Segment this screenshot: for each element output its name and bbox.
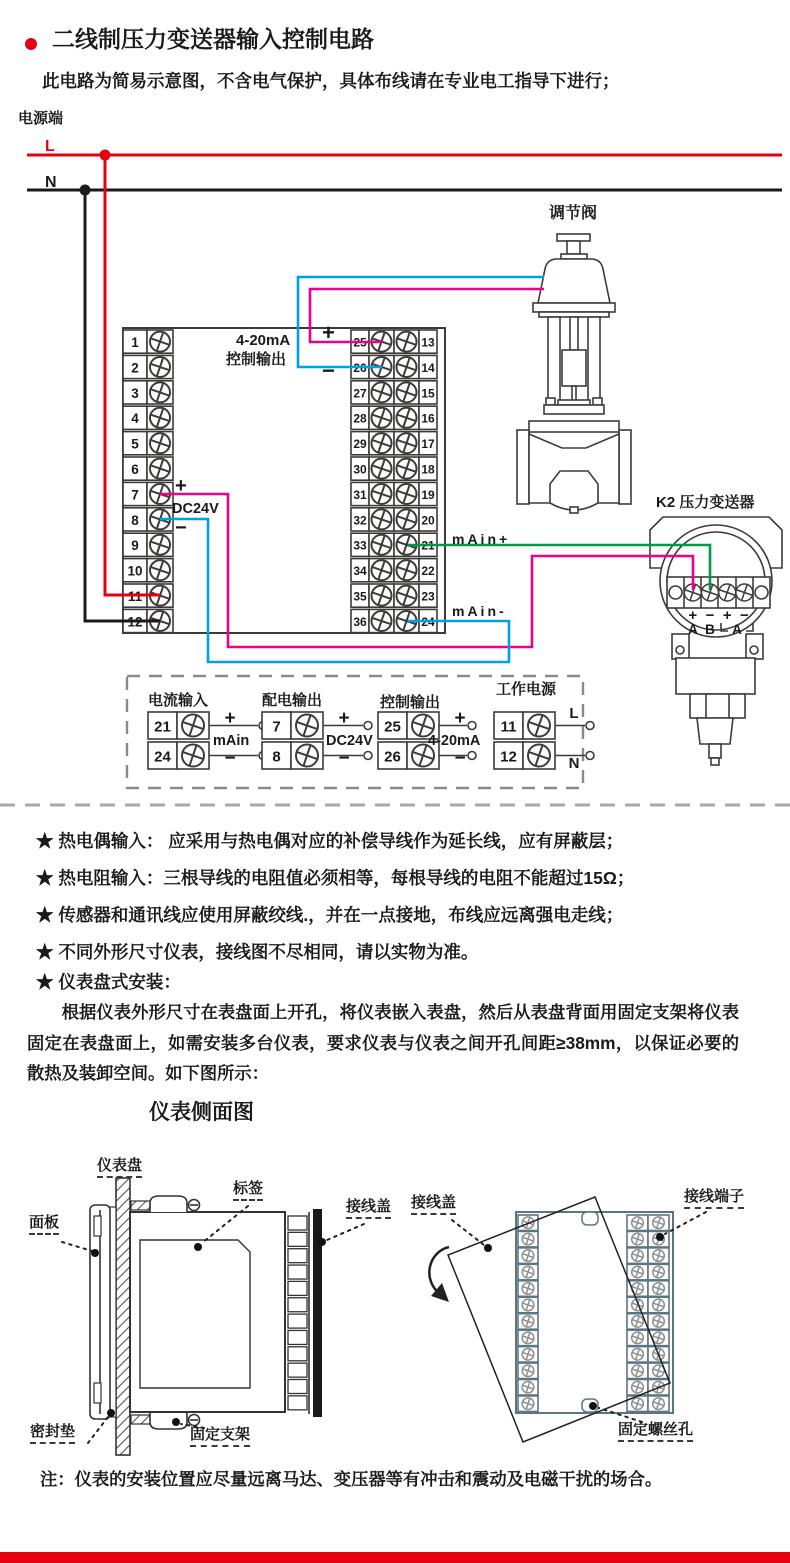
terminal-text: 20 — [421, 513, 435, 528]
label-terminal-block: 接线端子 — [684, 1188, 744, 1209]
terminal-text: 12 — [500, 748, 517, 766]
terminal-text: 33 — [353, 538, 367, 553]
label-tag: 标签 — [233, 1180, 263, 1201]
terminal-text: 25 — [384, 718, 401, 736]
group-title-control-output: 控制输出 — [380, 694, 441, 711]
terminal-text: + — [688, 607, 698, 624]
label-terminal-cover-right: 接线盖 — [411, 1194, 456, 1215]
terminal-text: 7 — [272, 718, 281, 736]
label-terminal-cover-left: 接线盖 — [346, 1198, 391, 1219]
terminal-square — [288, 1249, 307, 1263]
terminal-text: 6 — [131, 462, 139, 477]
label-panel-board: 仪表盘 — [97, 1157, 142, 1178]
terminal-text: 1 — [131, 335, 139, 350]
terminal-square — [288, 1363, 307, 1377]
power-rails — [27, 150, 782, 196]
terminal-text: A — [732, 622, 742, 637]
terminal-text: 8 — [131, 512, 139, 528]
terminal-text: 32 — [353, 513, 367, 528]
side-view-drawing — [90, 1178, 309, 1455]
terminal-text: 13 — [421, 335, 435, 350]
terminal-text: 34 — [353, 564, 367, 579]
terminal-text: 8 — [272, 748, 281, 766]
terminal-text: 36 — [353, 614, 367, 629]
terminal-square — [288, 1232, 307, 1246]
terminal-text: 11 — [500, 718, 517, 736]
terminal-text: 10 — [127, 563, 143, 579]
terminal-text: 9 — [131, 538, 139, 554]
terminal-text: 21 — [421, 538, 435, 553]
tag-area — [140, 1240, 250, 1388]
terminal-text: 27 — [353, 386, 367, 401]
terminal-text: − — [454, 748, 466, 769]
terminal-text: + — [338, 708, 350, 729]
wire-end-circle — [468, 722, 476, 730]
terminal-text: N — [568, 755, 580, 772]
terminal-text: + — [722, 607, 732, 624]
terminal-text: + — [224, 708, 236, 729]
control-output-range: 4-20mA — [236, 332, 291, 349]
pressure-transmitter-drawing — [650, 517, 782, 765]
label-bracket: 固定支架 — [190, 1426, 250, 1447]
line-n-label: N — [45, 174, 57, 191]
terminal-square — [288, 1281, 307, 1295]
terminal-text: + — [454, 708, 466, 729]
wire-end-circle — [364, 722, 372, 730]
bottom-bracket — [150, 1413, 187, 1429]
terminal-text: 12 — [127, 614, 143, 630]
label-gasket: 密封垫 — [30, 1423, 75, 1444]
terminal-text: L — [569, 705, 579, 722]
note-dimensions: ★ 不同外形尺寸仪表，接线图不尽相同，请以实物为准。 — [36, 942, 479, 962]
control-output-label: 控制输出 — [226, 351, 287, 368]
main-plus-label: mAin+ — [452, 531, 511, 547]
group-title-working-power: 工作电源 — [496, 681, 557, 698]
terminal-text: 26 — [384, 748, 401, 766]
terminal-square — [288, 1298, 307, 1312]
terminal-text: − — [705, 607, 715, 624]
note-thermocouple: ★ 热电偶输入： 应采用与热电偶对应的补偿导线作为延长线，应有屏蔽层； — [36, 831, 624, 851]
terminal-text: mAin — [213, 733, 250, 749]
terminal-text: 15 — [421, 386, 435, 401]
terminal-square — [288, 1380, 307, 1394]
terminal-text: 18 — [421, 462, 435, 477]
terminal-text: B — [705, 622, 715, 637]
terminal-text: 3 — [131, 385, 139, 401]
terminal-text: − — [338, 748, 350, 769]
terminal-square — [288, 1314, 307, 1328]
terminal-text: 22 — [421, 564, 435, 579]
note-rtd: ★ 热电阻输入：三根导线的电阻值必须相等，每根导线的电阻不能超过15Ω； — [36, 868, 635, 888]
line-l-label: L — [45, 138, 55, 155]
terminal-text: − — [224, 748, 236, 769]
terminal-square — [288, 1265, 307, 1279]
group-title-power-output: 配电输出 — [262, 692, 323, 709]
terminal-text: 26 — [353, 360, 367, 375]
note-shielding: ★ 传感器和通讯线应使用屏蔽绞线.，并在一点接地，布线应远离强电走线； — [36, 905, 624, 925]
terminal-text: 19 — [421, 487, 435, 502]
transmitter-label: K2 压力变送器 — [656, 494, 755, 511]
terminal-text: 29 — [353, 437, 367, 452]
title-bullet-icon — [25, 38, 37, 50]
panel-board-wall — [116, 1178, 130, 1455]
install-paragraph: 根据仪表外形尺寸在表盘面上开孔，将仪表嵌入表盘，然后从表盘背面用固定支架将仪表固定在表盘面上，如需安装多台仪表，要求仪表与仪表之间开孔间距≥38mm，以保证必要的散热及装卸空间。如下图所示： — [27, 1002, 739, 1083]
side-view-heading: 仪表侧面图 — [149, 1100, 254, 1124]
terminal-text: 21 — [154, 718, 171, 736]
terminal-text: A — [688, 622, 698, 637]
terminal-text: DC24V — [326, 733, 373, 749]
wire-end-circle — [586, 722, 594, 730]
terminal-text: 24 — [421, 614, 435, 629]
terminal-text: 16 — [421, 411, 435, 426]
wire-end-circle — [468, 752, 476, 760]
terminal-26-minus: − — [322, 358, 335, 383]
terminal-25-plus: + — [322, 320, 335, 345]
wire-end-circle — [586, 752, 594, 760]
terminal-square — [288, 1396, 307, 1410]
terminal-text: − — [740, 607, 749, 624]
side-view-terminal-column — [288, 1216, 307, 1410]
terminal-text: 31 — [353, 487, 367, 502]
dc24v-label: DC24V — [172, 501, 219, 517]
subtitle: 此电路为简易示意图，不含电气保护，具体布线请在专业电工指导下进行； — [42, 71, 620, 91]
terminal-text: 11 — [127, 589, 143, 604]
terminal-text: 4 — [131, 411, 139, 427]
page-title: 二线制压力变送器输入控制电路 — [52, 26, 374, 52]
label-screw-hole: 固定螺丝孔 — [618, 1421, 693, 1442]
terminal-square — [288, 1330, 307, 1344]
terminal-text: 4-20mA — [428, 733, 481, 749]
terminal-square — [288, 1347, 307, 1361]
terminal-square — [288, 1216, 307, 1230]
valve-label: 调节阀 — [549, 205, 598, 222]
terminal-text: 30 — [353, 462, 367, 477]
top-bracket — [150, 1196, 187, 1212]
terminal-text: 7 — [131, 487, 139, 503]
label-front-panel: 面板 — [29, 1214, 59, 1235]
main-minus-label: mAin- — [452, 603, 507, 619]
wire-end-circle — [364, 752, 372, 760]
terminal-text: 24 — [154, 748, 171, 766]
terminal-text: 17 — [421, 437, 435, 452]
terminal-8-minus: − — [175, 517, 187, 539]
notes-list — [36, 829, 776, 1007]
terminal-function-groups — [148, 705, 594, 772]
terminal-text: 2 — [131, 360, 139, 376]
terminal-text: 35 — [353, 589, 367, 604]
note-panel-mount: ★ 仪表盘式安装： — [36, 972, 181, 992]
terminal-text: 25 — [353, 335, 367, 350]
footer-red-bar — [0, 1552, 790, 1563]
terminal-7-plus: + — [175, 475, 187, 497]
terminal-text: 28 — [353, 411, 367, 426]
footer-note: 注：仪表的安装位置应尽量远离马达、变压器等有冲击和震动及电磁干扰的场合。 — [40, 1469, 663, 1489]
terminal-text: 23 — [421, 589, 435, 604]
terminal-text: 14 — [421, 360, 435, 375]
power-terminal-label: 电源端 — [18, 110, 64, 127]
terminal-text: 5 — [131, 436, 139, 452]
group-title-current-input: 电流输入 — [148, 692, 209, 709]
